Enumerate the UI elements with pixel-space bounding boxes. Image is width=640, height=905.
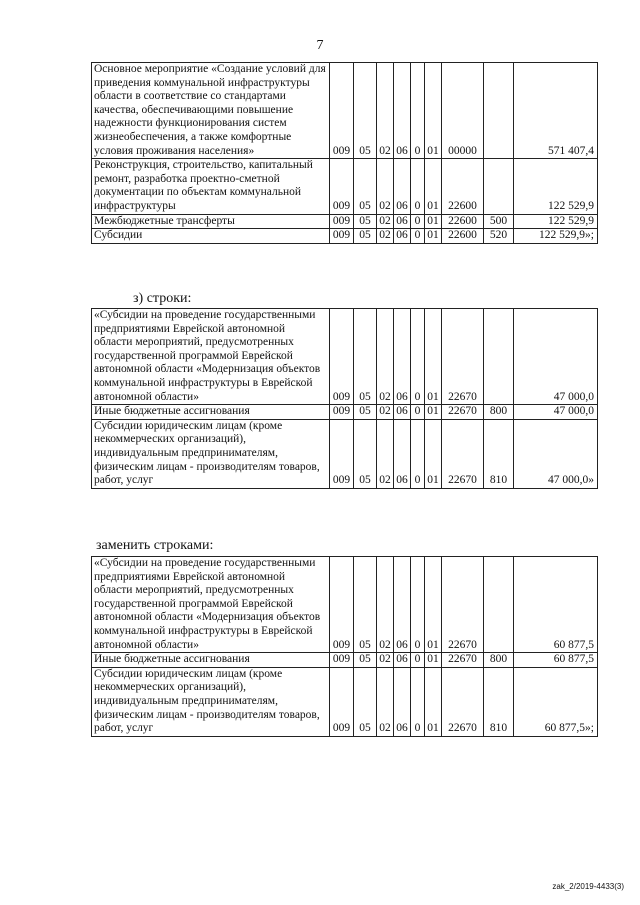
cell-activity: 01	[425, 309, 442, 405]
cell-program: 06	[394, 557, 411, 653]
cell-expense-type: 800	[484, 405, 514, 420]
cell-expense-type: 810	[484, 419, 514, 488]
cell-subprogram: 0	[411, 653, 425, 668]
cell-program: 06	[394, 159, 411, 214]
cell-activity: 01	[425, 229, 442, 244]
cell-amount: 60 877,5	[514, 557, 598, 653]
cell-activity: 01	[425, 63, 442, 159]
cell-direction: 22670	[442, 309, 484, 405]
cell-direction: 22670	[442, 667, 484, 736]
table-row	[92, 63, 598, 159]
cell-amount: 122 529,9	[514, 159, 598, 214]
budget-table-3	[91, 556, 598, 737]
cell-activity: 01	[425, 653, 442, 668]
cell-activity: 01	[425, 159, 442, 214]
table-row	[92, 405, 598, 420]
cell-section: 05	[354, 405, 377, 420]
cell-program: 06	[394, 63, 411, 159]
cell-amount: 47 000,0	[514, 405, 598, 420]
cell-expense-type	[484, 63, 514, 159]
cell-subprogram: 0	[411, 159, 425, 214]
cell-direction: 22670	[442, 557, 484, 653]
table-row	[92, 667, 598, 736]
budget-table-1	[91, 62, 598, 244]
table-row	[92, 419, 598, 488]
section-heading-z-rows: з) строки:	[133, 291, 192, 306]
cell-subprogram: 0	[411, 63, 425, 159]
cell-direction: 22600	[442, 159, 484, 214]
cell-subprogram: 0	[411, 419, 425, 488]
cell-section: 05	[354, 557, 377, 653]
cell-amount: 47 000,0	[514, 309, 598, 405]
page-number: 7	[316, 38, 324, 53]
cell-subprogram: 0	[411, 214, 425, 229]
section-heading-replace-rows: заменить строками:	[96, 538, 214, 553]
cell-name: Реконструкция, строительство, капитальный ремонт, разработка проектно-сметной документации по объектам коммунальной инфраструктуры	[92, 159, 330, 214]
cell-ministry: 009	[330, 63, 354, 159]
cell-subsection: 02	[377, 63, 394, 159]
table-row	[92, 309, 598, 405]
cell-subsection: 02	[377, 405, 394, 420]
cell-program: 06	[394, 229, 411, 244]
cell-program: 06	[394, 653, 411, 668]
cell-direction: 22600	[442, 214, 484, 229]
cell-ministry: 009	[330, 557, 354, 653]
cell-section: 05	[354, 214, 377, 229]
cell-direction: 22670	[442, 653, 484, 668]
cell-direction: 22670	[442, 419, 484, 488]
cell-subsection: 02	[377, 557, 394, 653]
cell-subsection: 02	[377, 214, 394, 229]
cell-ministry: 009	[330, 667, 354, 736]
cell-subprogram: 0	[411, 405, 425, 420]
cell-name: «Субсидии на проведение государственными предприятиями Еврейской автономной области мероприятий, предусмотренных государственной программой Еврейской автономной области «Модернизация объектов коммунальной инфраструктуры в Еврейской автономной области»	[92, 309, 330, 405]
cell-program: 06	[394, 214, 411, 229]
cell-name: Основное мероприятие «Создание условий для приведения коммунальной инфраструктуры области в соответствие со стандартами качества, обеспечивающими повышение надежности функционирования систем жизнеобеспечения, а также комфортные условия проживания населения»	[92, 63, 330, 159]
cell-program: 06	[394, 405, 411, 420]
cell-ministry: 009	[330, 653, 354, 668]
table-row	[92, 159, 598, 214]
cell-direction: 22600	[442, 229, 484, 244]
cell-amount: 60 877,5»;	[514, 667, 598, 736]
cell-ministry: 009	[330, 405, 354, 420]
cell-subprogram: 0	[411, 667, 425, 736]
cell-ministry: 009	[330, 309, 354, 405]
cell-expense-type: 500	[484, 214, 514, 229]
cell-subsection: 02	[377, 653, 394, 668]
table-row	[92, 653, 598, 668]
cell-section: 05	[354, 419, 377, 488]
cell-ministry: 009	[330, 229, 354, 244]
cell-amount: 571 407,4	[514, 63, 598, 159]
cell-amount: 122 529,9	[514, 214, 598, 229]
cell-program: 06	[394, 419, 411, 488]
cell-ministry: 009	[330, 159, 354, 214]
cell-name: Субсидии юридическим лицам (кроме некоммерческих организаций), индивидуальным предпринимателям, физическим лицам - производителям товаров, работ, услуг	[92, 419, 330, 488]
cell-section: 05	[354, 309, 377, 405]
cell-expense-type: 520	[484, 229, 514, 244]
cell-name: Субсидии	[92, 229, 330, 244]
cell-subprogram: 0	[411, 309, 425, 405]
cell-direction: 22670	[442, 405, 484, 420]
cell-section: 05	[354, 653, 377, 668]
cell-section: 05	[354, 667, 377, 736]
cell-name: Иные бюджетные ассигнования	[92, 405, 330, 420]
cell-expense-type: 800	[484, 653, 514, 668]
cell-amount: 60 877,5	[514, 653, 598, 668]
cell-subsection: 02	[377, 159, 394, 214]
cell-name: Иные бюджетные ассигнования	[92, 653, 330, 668]
cell-activity: 01	[425, 419, 442, 488]
cell-name: «Субсидии на проведение государственными предприятиями Еврейской автономной области мероприятий, предусмотренных государственной программой Еврейской автономной области «Модернизация объектов коммунальной инфраструктуры в Еврейской автономной области»	[92, 557, 330, 653]
cell-expense-type	[484, 557, 514, 653]
cell-name: Межбюджетные трансферты	[92, 214, 330, 229]
cell-program: 06	[394, 667, 411, 736]
cell-activity: 01	[425, 405, 442, 420]
cell-section: 05	[354, 159, 377, 214]
cell-subsection: 02	[377, 229, 394, 244]
cell-expense-type	[484, 309, 514, 405]
cell-section: 05	[354, 63, 377, 159]
cell-expense-type	[484, 159, 514, 214]
cell-section: 05	[354, 229, 377, 244]
document-footer-code: zak_2/2019-4433(3)	[552, 882, 624, 891]
table-row	[92, 229, 598, 244]
cell-activity: 01	[425, 557, 442, 653]
cell-amount: 47 000,0»	[514, 419, 598, 488]
cell-expense-type: 810	[484, 667, 514, 736]
table-row	[92, 557, 598, 653]
cell-name: Субсидии юридическим лицам (кроме некоммерческих организаций), индивидуальным предпринимателям, физическим лицам - производителям товаров, работ, услуг	[92, 667, 330, 736]
cell-activity: 01	[425, 214, 442, 229]
cell-subsection: 02	[377, 419, 394, 488]
cell-activity: 01	[425, 667, 442, 736]
cell-direction: 00000	[442, 63, 484, 159]
cell-ministry: 009	[330, 214, 354, 229]
budget-table-2	[91, 308, 598, 489]
table-row	[92, 214, 598, 229]
cell-program: 06	[394, 309, 411, 405]
cell-ministry: 009	[330, 419, 354, 488]
cell-subsection: 02	[377, 667, 394, 736]
cell-subprogram: 0	[411, 557, 425, 653]
cell-subsection: 02	[377, 309, 394, 405]
cell-amount: 122 529,9»;	[514, 229, 598, 244]
cell-subprogram: 0	[411, 229, 425, 244]
